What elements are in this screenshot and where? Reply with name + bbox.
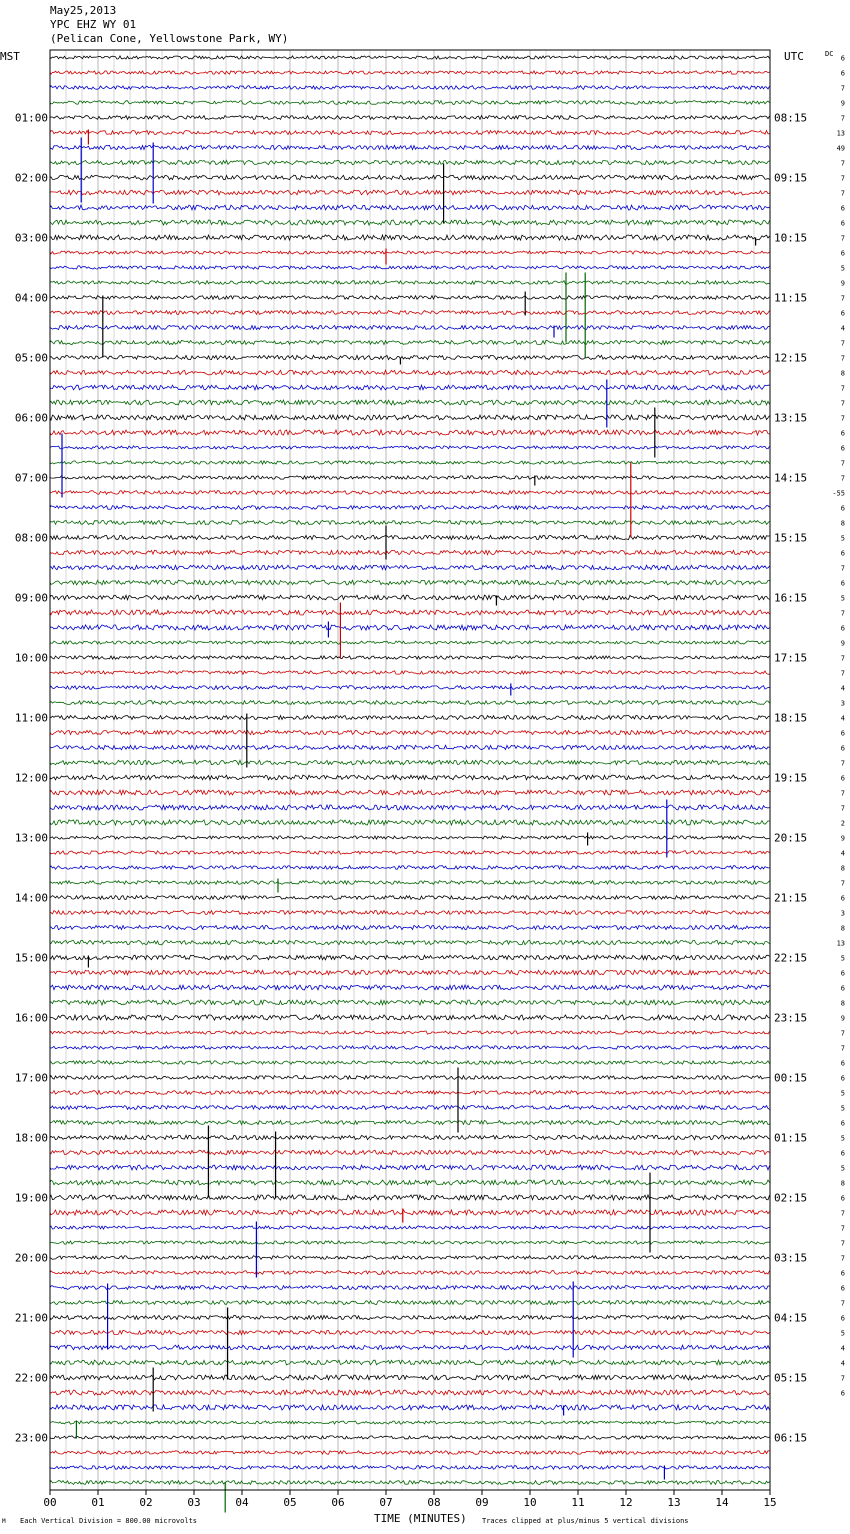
utc-tick-label: 18:15 xyxy=(774,711,808,725)
mst-tick-label: 17:00 xyxy=(14,1071,48,1085)
trace-line xyxy=(50,866,770,870)
x-tick-label: 07 xyxy=(379,1496,393,1509)
trace-line xyxy=(50,190,770,195)
utc-tick-label: 03:15 xyxy=(774,1251,808,1265)
trace-line xyxy=(50,610,770,615)
utc-tick-label: 13:15 xyxy=(774,411,808,425)
dc-offset-label: 8 xyxy=(840,369,845,378)
dc-offset-label: 7 xyxy=(840,1239,845,1248)
dc-offset-label: 6 xyxy=(840,969,845,978)
dc-offset-label: 7 xyxy=(840,234,845,243)
mst-tick-label: 05:00 xyxy=(14,351,48,365)
mst-tick-label: 01:00 xyxy=(14,111,48,125)
trace-line xyxy=(50,595,770,600)
dc-offset-label: 7 xyxy=(840,564,845,573)
trace-line xyxy=(50,1286,770,1290)
trace-line xyxy=(50,716,770,720)
trace-line xyxy=(50,266,770,269)
dc-offset-label: 5 xyxy=(840,1164,845,1173)
trace-line xyxy=(50,550,770,554)
x-tick-label: 00 xyxy=(43,1496,57,1509)
trace-line xyxy=(50,805,770,810)
trace-line xyxy=(50,1046,770,1049)
mst-tick-label: 09:00 xyxy=(14,591,48,605)
dc-offset-label: 6 xyxy=(840,1149,845,1158)
dc-offset-label: 7 xyxy=(840,1254,845,1263)
trace-line xyxy=(50,56,770,59)
utc-tick-label: 00:15 xyxy=(774,1071,808,1085)
mst-tick-label: 07:00 xyxy=(14,471,48,485)
utc-tick-label: 17:15 xyxy=(774,651,808,665)
trace-line xyxy=(50,535,770,539)
mst-tick-label: 15:00 xyxy=(14,951,48,965)
dc-offset-label: 7 xyxy=(840,114,845,123)
mst-tick-label: 19:00 xyxy=(14,1191,48,1205)
dc-offset-label: 7 xyxy=(840,1029,845,1038)
x-tick-label: 13 xyxy=(667,1496,681,1509)
trace-line xyxy=(50,235,770,240)
dc-offset-label: 6 xyxy=(840,1194,845,1203)
dc-offset-label: 7 xyxy=(840,759,845,768)
dc-offset-label: 49 xyxy=(836,144,845,153)
x-tick-label: 01 xyxy=(91,1496,105,1509)
dc-offset-label: -55 xyxy=(832,489,845,498)
trace-line xyxy=(50,820,770,825)
trace-line xyxy=(50,491,770,495)
dc-offset-label: 7 xyxy=(840,879,845,888)
trace-line xyxy=(50,370,770,375)
trace-line xyxy=(50,1135,770,1139)
trace-line xyxy=(50,851,770,854)
dc-offset-label: 7 xyxy=(840,459,845,468)
dc-offset-label: 8 xyxy=(840,519,845,528)
footer-scale-note: Each Vertical Division = 800.00 microvolts xyxy=(20,1517,198,1525)
event-spikes xyxy=(62,130,756,1513)
dc-offset-label: 7 xyxy=(840,399,845,408)
trace-line xyxy=(50,101,770,105)
x-tick-label: 04 xyxy=(235,1496,249,1509)
trace-line xyxy=(50,1451,770,1455)
trace-line xyxy=(50,836,770,839)
trace-line xyxy=(50,251,770,254)
trace-line xyxy=(50,506,770,510)
trace-line xyxy=(50,896,770,900)
dc-offset-label: 13 xyxy=(836,129,845,138)
dc-label: DC xyxy=(825,50,834,58)
trace-line xyxy=(50,116,770,120)
trace-line xyxy=(50,131,770,135)
mst-tick-label: 02:00 xyxy=(14,171,48,185)
mst-tick-label: 11:00 xyxy=(14,711,48,725)
dc-offset-label: 5 xyxy=(840,1089,845,1098)
axis-labels xyxy=(15,55,845,1510)
trace-line xyxy=(50,521,770,525)
utc-tick-label: 16:15 xyxy=(774,591,808,605)
dc-offset-label: 7 xyxy=(840,1209,845,1218)
dc-offset-label: 7 xyxy=(840,609,845,618)
trace-line xyxy=(50,86,770,90)
trace-line xyxy=(50,145,770,149)
dc-offset-label: 6 xyxy=(840,984,845,993)
dc-offset-label: 7 xyxy=(840,1299,845,1308)
trace-line xyxy=(50,296,770,300)
trace-line xyxy=(50,71,770,74)
trace-line xyxy=(50,955,770,960)
dc-offset-label: 6 xyxy=(840,429,845,438)
mst-tick-label: 22:00 xyxy=(14,1371,48,1385)
trace-line xyxy=(50,461,770,464)
trace-line xyxy=(50,565,770,570)
trace-line xyxy=(50,1330,770,1334)
dc-offset-label: 5 xyxy=(840,264,845,273)
trace-line xyxy=(50,1390,770,1395)
trace-line xyxy=(50,925,770,929)
mst-tick-label: 21:00 xyxy=(14,1311,48,1325)
dc-offset-label: 7 xyxy=(840,384,845,393)
dc-offset-label: 6 xyxy=(840,729,845,738)
trace-line xyxy=(50,1061,770,1065)
trace-line xyxy=(50,1241,770,1244)
dc-offset-label: 7 xyxy=(840,159,845,168)
trace-line xyxy=(50,745,770,749)
dc-offset-label: 7 xyxy=(840,414,845,423)
dc-offset-label: 7 xyxy=(840,189,845,198)
dc-offset-label: 6 xyxy=(840,54,845,63)
x-tick-label: 03 xyxy=(187,1496,201,1509)
trace-line xyxy=(50,686,770,690)
utc-axis-label: UTC xyxy=(784,50,804,63)
plot-date: May25,2013 xyxy=(50,4,117,17)
dc-offset-label: 9 xyxy=(840,99,845,108)
mst-tick-label: 10:00 xyxy=(14,651,48,665)
trace-line xyxy=(50,881,770,885)
trace-line xyxy=(50,1436,770,1439)
dc-offset-label: 7 xyxy=(840,654,845,663)
dc-offset-label: 6 xyxy=(840,444,845,453)
x-tick-label: 05 xyxy=(283,1496,297,1509)
corner-mark: M xyxy=(2,1518,6,1525)
utc-tick-label: 21:15 xyxy=(774,891,808,905)
trace-line xyxy=(50,1091,770,1095)
dc-offset-label: 9 xyxy=(840,639,845,648)
trace-line xyxy=(50,760,770,765)
trace-line xyxy=(50,415,770,420)
dc-offset-label: 8 xyxy=(840,1179,845,1188)
trace-line xyxy=(50,1120,770,1124)
dc-offset-label: 6 xyxy=(840,744,845,753)
utc-tick-label: 22:15 xyxy=(774,951,808,965)
mst-tick-label: 18:00 xyxy=(14,1131,48,1145)
trace-line xyxy=(50,1256,770,1260)
dc-offset-label: 9 xyxy=(840,279,845,288)
dc-offset-label: 4 xyxy=(840,714,845,723)
trace-line xyxy=(50,281,770,285)
utc-tick-label: 10:15 xyxy=(774,231,808,245)
x-tick-label: 02 xyxy=(139,1496,153,1509)
trace-line xyxy=(50,911,770,915)
footer-clip-note: Traces clipped at plus/minus 5 vertical divisions xyxy=(482,1517,689,1525)
mst-tick-label: 12:00 xyxy=(14,771,48,785)
utc-tick-label: 02:15 xyxy=(774,1191,808,1205)
mst-tick-label: 08:00 xyxy=(14,531,48,545)
x-tick-label: 06 xyxy=(331,1496,345,1509)
utc-tick-label: 19:15 xyxy=(774,771,808,785)
trace-line xyxy=(50,340,770,344)
dc-offset-label: 4 xyxy=(840,849,845,858)
dc-offset-label: 4 xyxy=(840,1344,845,1353)
x-tick-label: 10 xyxy=(523,1496,537,1509)
trace-line xyxy=(50,446,770,449)
dc-offset-label: 7 xyxy=(840,804,845,813)
utc-tick-label: 23:15 xyxy=(774,1011,808,1025)
trace-line xyxy=(50,1315,770,1319)
trace-group xyxy=(50,56,770,1485)
trace-line xyxy=(50,205,770,210)
utc-tick-label: 08:15 xyxy=(774,111,808,125)
trace-line xyxy=(50,1466,770,1470)
trace-line xyxy=(50,730,770,734)
trace-line xyxy=(50,1360,770,1365)
dc-offset-label: 6 xyxy=(840,1269,845,1278)
trace-line xyxy=(50,1405,770,1410)
dc-offset-label: 6 xyxy=(840,219,845,228)
dc-offset-label: 13 xyxy=(836,939,845,948)
trace-line xyxy=(50,430,770,435)
trace-line xyxy=(50,656,770,659)
trace-line xyxy=(50,1210,770,1215)
dc-offset-label: 7 xyxy=(840,84,845,93)
dc-offset-label: 7 xyxy=(840,339,845,348)
utc-tick-label: 20:15 xyxy=(774,831,808,845)
dc-offset-label: 6 xyxy=(840,1314,845,1323)
dc-offset-label: 6 xyxy=(840,894,845,903)
dc-offset-label: 7 xyxy=(840,1374,845,1383)
utc-tick-label: 12:15 xyxy=(774,351,808,365)
utc-tick-label: 04:15 xyxy=(774,1311,808,1325)
dc-offset-label: 8 xyxy=(840,864,845,873)
mst-tick-label: 23:00 xyxy=(14,1431,48,1445)
dc-offset-label: 7 xyxy=(840,1224,845,1233)
dc-offset-label: 6 xyxy=(840,579,845,588)
dc-offset-label: 6 xyxy=(840,1059,845,1068)
station-location: (Pelican Cone, Yellowstone Park, WY) xyxy=(50,32,289,45)
dc-offset-label: 4 xyxy=(840,1359,845,1368)
mst-tick-label: 03:00 xyxy=(14,231,48,245)
trace-line xyxy=(50,476,770,480)
trace-line xyxy=(50,985,770,990)
trace-line xyxy=(50,1226,770,1229)
dc-offset-label: 5 xyxy=(840,1329,845,1338)
trace-line xyxy=(50,355,770,359)
dc-offset-label: 4 xyxy=(840,684,845,693)
trace-line xyxy=(50,1301,770,1305)
mst-tick-label: 20:00 xyxy=(14,1251,48,1265)
dc-offset-label: 9 xyxy=(840,1014,845,1023)
x-tick-label: 09 xyxy=(475,1496,489,1509)
trace-line xyxy=(50,641,770,644)
trace-line xyxy=(50,385,770,390)
dc-offset-label: 5 xyxy=(840,1134,845,1143)
mst-tick-label: 06:00 xyxy=(14,411,48,425)
dc-offset-label: 7 xyxy=(840,474,845,483)
dc-offset-label: 4 xyxy=(840,324,845,333)
dc-offset-label: 6 xyxy=(840,774,845,783)
mst-tick-label: 14:00 xyxy=(14,891,48,905)
utc-tick-label: 05:15 xyxy=(774,1371,808,1385)
dc-offset-label: 6 xyxy=(840,1389,845,1398)
dc-offset-label: 7 xyxy=(840,1044,845,1053)
trace-line xyxy=(50,970,770,975)
trace-line xyxy=(50,701,770,705)
utc-tick-label: 09:15 xyxy=(774,171,808,185)
trace-line xyxy=(50,580,770,585)
trace-line xyxy=(50,1271,770,1275)
trace-line xyxy=(50,1180,770,1185)
mst-axis-label: MST xyxy=(0,50,20,63)
dc-offset-label: 3 xyxy=(840,699,845,708)
utc-tick-label: 14:15 xyxy=(774,471,808,485)
station-code: YPC EHZ WY 01 xyxy=(50,18,137,31)
trace-line xyxy=(50,1375,770,1380)
dc-offset-label: 6 xyxy=(840,1119,845,1128)
trace-line xyxy=(50,160,770,164)
dc-offset-label: 7 xyxy=(840,174,845,183)
mst-tick-label: 16:00 xyxy=(14,1011,48,1025)
utc-tick-label: 15:15 xyxy=(774,531,808,545)
x-axis-title: TIME (MINUTES) xyxy=(374,1512,467,1525)
mst-tick-label: 13:00 xyxy=(14,831,48,845)
trace-line xyxy=(50,311,770,315)
trace-line xyxy=(50,175,770,180)
dc-offset-label: 6 xyxy=(840,504,845,513)
trace-line xyxy=(50,1421,770,1424)
trace-line xyxy=(50,1165,770,1170)
trace-line xyxy=(50,1150,770,1155)
dc-offset-label: 5 xyxy=(840,594,845,603)
dc-offset-label: 5 xyxy=(840,1104,845,1113)
trace-line xyxy=(50,1345,770,1350)
trace-line xyxy=(50,790,770,795)
dc-offset-label: 6 xyxy=(840,624,845,633)
dc-offset-label: 6 xyxy=(840,249,845,258)
dc-offset-label: 6 xyxy=(840,1284,845,1293)
dc-offset-label: 7 xyxy=(840,354,845,363)
dc-offset-label: 5 xyxy=(840,534,845,543)
dc-offset-label: 5 xyxy=(840,954,845,963)
trace-line xyxy=(50,1031,770,1034)
trace-line xyxy=(50,1195,770,1200)
utc-tick-label: 11:15 xyxy=(774,291,808,305)
trace-line xyxy=(50,1000,770,1005)
dc-offset-label: 7 xyxy=(840,294,845,303)
mst-tick-label: 04:00 xyxy=(14,291,48,305)
dc-offset-label: 6 xyxy=(840,309,845,318)
dc-offset-label: 7 xyxy=(840,669,845,678)
trace-line xyxy=(50,775,770,780)
dc-offset-label: 2 xyxy=(840,819,845,828)
trace-line xyxy=(50,940,770,944)
trace-line xyxy=(50,1076,770,1080)
dc-offset-label: 8 xyxy=(840,999,845,1008)
dc-offset-label: 9 xyxy=(840,834,845,843)
trace-line xyxy=(50,671,770,675)
x-tick-label: 14 xyxy=(715,1496,729,1509)
dc-offset-label: 3 xyxy=(840,909,845,918)
dc-offset-label: 6 xyxy=(840,549,845,558)
dc-offset-label: 8 xyxy=(840,924,845,933)
utc-tick-label: 01:15 xyxy=(774,1131,808,1145)
x-tick-label: 08 xyxy=(427,1496,441,1509)
x-tick-label: 12 xyxy=(619,1496,633,1509)
trace-line xyxy=(50,220,770,225)
trace-line xyxy=(50,326,770,330)
trace-line xyxy=(50,1481,770,1485)
dc-offset-label: 7 xyxy=(840,789,845,798)
trace-line xyxy=(50,625,770,630)
dc-offset-label: 6 xyxy=(840,204,845,213)
trace-line xyxy=(50,1106,770,1110)
utc-tick-label: 06:15 xyxy=(774,1431,808,1445)
x-tick-label: 15 xyxy=(763,1496,777,1509)
dc-offset-label: 6 xyxy=(840,69,845,78)
trace-line xyxy=(50,400,770,405)
trace-line xyxy=(50,1015,770,1020)
x-tick-label: 11 xyxy=(571,1496,585,1509)
dc-offset-label: 6 xyxy=(840,1074,845,1083)
